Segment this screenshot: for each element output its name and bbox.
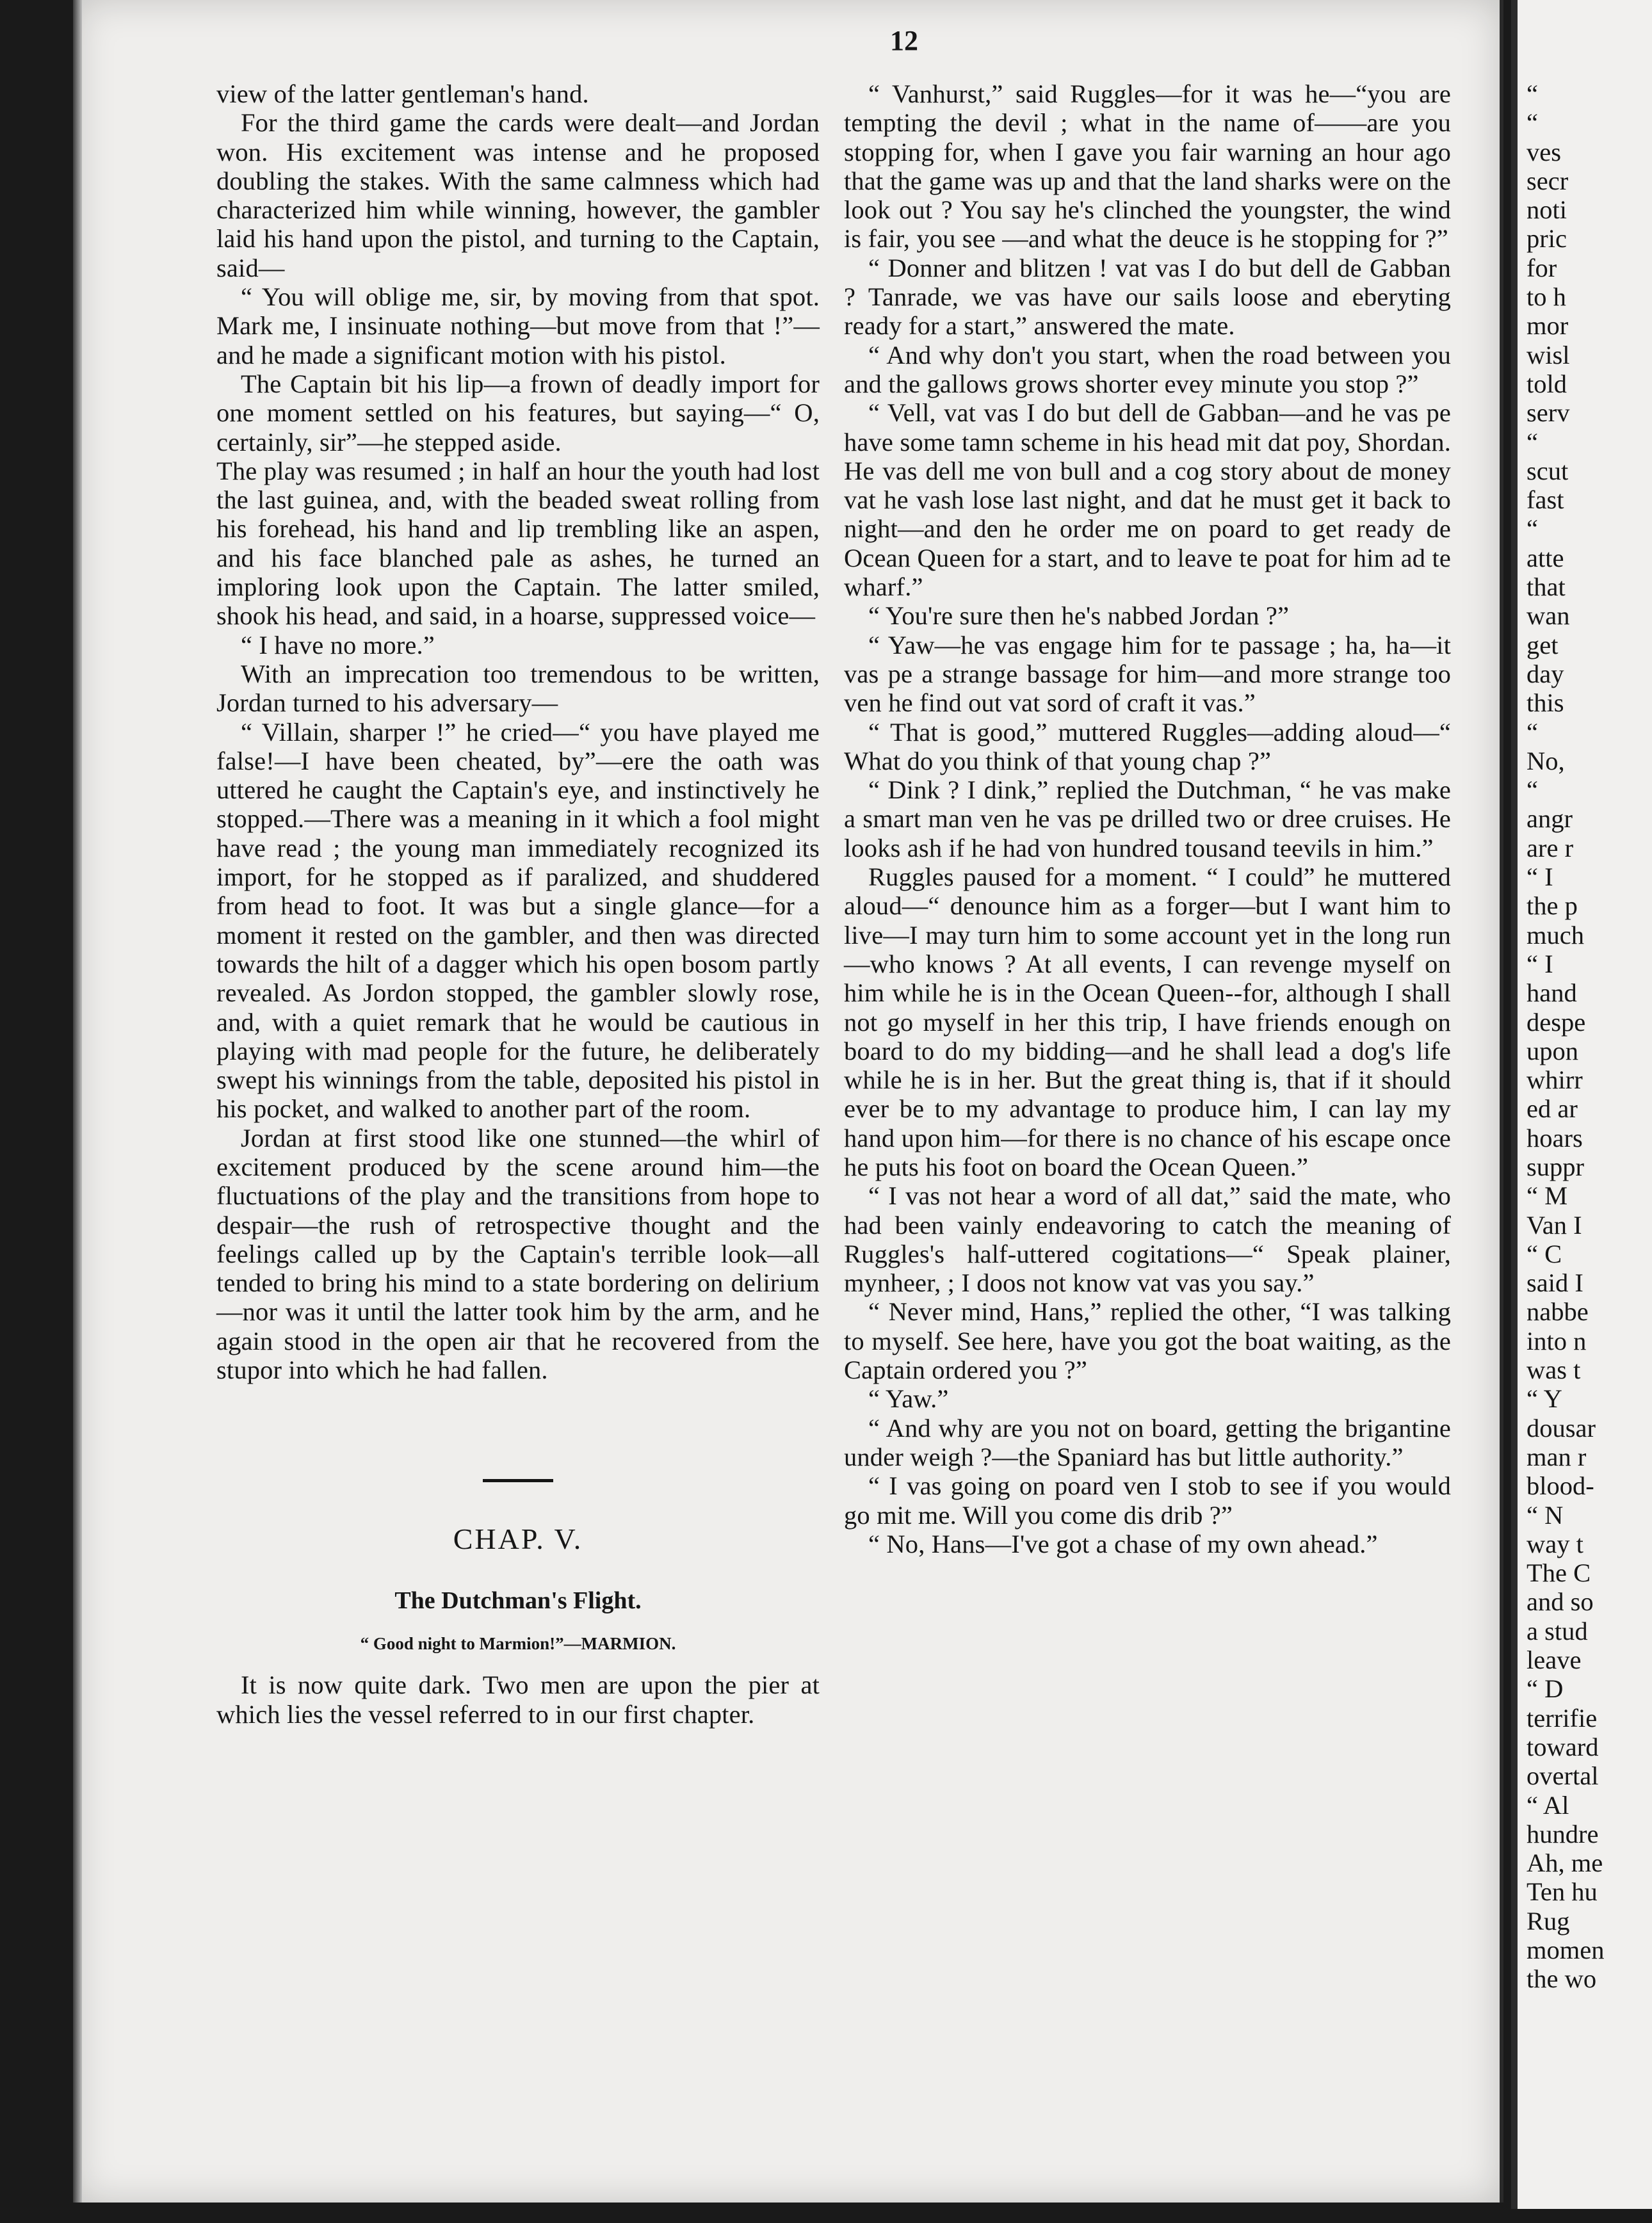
paragraph: “ Villain, sharper !” he cried—“ you have played me false!—I have been cheated, by”—ere the oath was uttered he caught the Captain's eye, and instinctively he stopped.—There was a meaning in it which a fool might have read ; the young man immediately recognized its import, for he stopped as if paralized, and shuddered from head to foot. It was but a single glance—for a moment it rested on the gambler, and then was directed towards the hilt of a dagger which his open bosom partly revealed. As Jordon stopped, the gambler slowly rose, and, with a quiet remark that he would be cautious in playing with mad people for the future, he deliberately swept his winnings from the table, deposited his pistol in his pocket, and walked to another part of the room. <box>216 717 820 1124</box>
adjacent-page-line: No, <box>1526 746 1565 775</box>
paragraph: “ I have no more.” <box>241 630 435 659</box>
adjacent-page-line: “ D <box>1526 1674 1564 1704</box>
adjacent-page-line: “ <box>1526 427 1538 457</box>
paragraph: “ And why don't you start, when the road between you and the gallows grows shorter evey minute you stop ?” <box>844 340 1451 398</box>
adjacent-page-line: day <box>1526 659 1564 688</box>
adjacent-page-line: mor <box>1526 311 1569 341</box>
adjacent-page-line: “ <box>1526 79 1538 108</box>
adjacent-page-line: despe <box>1526 1007 1586 1037</box>
left-column <box>216 79 820 1729</box>
right-column-text <box>844 79 1451 1558</box>
adjacent-page-line: the wo <box>1526 1964 1597 1994</box>
adjacent-page-line: terrifie <box>1526 1703 1598 1733</box>
paragraph: The Captain bit his lip—a frown of deadly import for one moment settled on his features, but saying—“ O, certainly, sir”—he stepped aside. <box>216 369 820 457</box>
adjacent-page-line: man r <box>1526 1442 1587 1471</box>
adjacent-page-line: said I <box>1526 1268 1583 1298</box>
adjacent-page-line: serv <box>1526 398 1570 428</box>
adjacent-page-line: scut <box>1526 456 1569 485</box>
adjacent-page-line: get <box>1526 630 1559 659</box>
right-column <box>844 79 1451 1558</box>
chapter-epigraph: “ Good night to Marmion!”—MARMION. <box>360 1634 676 1654</box>
adjacent-page-line: for <box>1526 253 1557 282</box>
paragraph: “ That is good,” muttered Ruggles—adding aloud—“ What do you think of that young chap ?” <box>844 717 1451 775</box>
adjacent-page-line: Ten hu <box>1526 1877 1598 1907</box>
adjacent-page-line: much <box>1526 920 1584 950</box>
adjacent-page-line: that <box>1526 572 1566 602</box>
adjacent-page-line: toward <box>1526 1732 1599 1761</box>
paragraph: “ Vell, vat vas I do but dell de Gabban—and he vas pe have some tamn scheme in his head mit dat poy, Shordan. He vas dell me von bull and a cog story about de money vat he vash lose last night, and dat he must get it back to night—and den he order me on poard to get ready de Ocean Queen for a start, and to leave te poat for him ad te wharf.” <box>844 398 1451 602</box>
adjacent-page-line: hoars <box>1526 1123 1583 1152</box>
adjacent-page-line: dousar <box>1526 1413 1596 1443</box>
adjacent-page-line: “ <box>1526 717 1538 747</box>
adjacent-page-line: a stud <box>1526 1616 1588 1645</box>
paragraph: “ And why are you not on board, getting the brigantine under weigh ?—the Spaniard has but little authority.” <box>844 1413 1451 1471</box>
adjacent-page-line: upon <box>1526 1036 1578 1065</box>
adjacent-page-line: ed ar <box>1526 1094 1578 1124</box>
paragraph: “ You will oblige me, sir, by moving from that spot. Mark me, I insinuate nothing—but move from that !”—and he made a significant motion with his pistol. <box>216 282 820 369</box>
adjacent-page-line: suppr <box>1526 1152 1584 1181</box>
page-number: 12 <box>890 25 918 56</box>
paragraph: “ I vas not hear a word of all dat,” said the mate, who had been vainly endeavoring to catch the meaning of Ruggles's half-uttered cogitations—“ Speak plainer, mynheer, ; I doos not know vat vas you say.” <box>844 1181 1451 1298</box>
adjacent-page-fragment <box>1511 0 1652 2209</box>
adjacent-page-line: wisl <box>1526 340 1570 369</box>
adjacent-page-line: “ <box>1526 775 1538 805</box>
adjacent-page-line: hundre <box>1526 1819 1599 1848</box>
adjacent-page-line: to h <box>1526 282 1566 312</box>
paragraph: “ Vanhurst,” said Ruggles—for it was he—“you are tempting the devil ; what in the name of——are you stopping for, when I gave you fair warning an hour ago that the game was up and that the land sharks were on the look out ? You say he's clinched the youngster, the wind is fair, you see —and what the deuce is he stopping for ?” <box>844 79 1451 254</box>
adjacent-page-line: “ Al <box>1526 1790 1569 1820</box>
adjacent-page-line: secr <box>1526 166 1569 195</box>
adjacent-page-line: wan <box>1526 601 1570 631</box>
paragraph: “ I vas going on poard ven I stob to see if you would go mit me. Will you come dis drib ?” <box>844 1471 1451 1530</box>
paragraph: “ Yaw—he vas engage him for te passage ; ha, ha—it vas pe a strange bassage for him—and more strange too ven he find out vat sord of craft it vas.” <box>844 630 1451 718</box>
adjacent-page-line: was t <box>1526 1355 1581 1385</box>
adjacent-page-line: way t <box>1526 1529 1583 1558</box>
paragraph: “ Donner and blitzen ! vat vas I do but dell de Gabban ? Tanrade, we vas have our sails loose and eberyting ready for a start,” answered the mate. <box>844 253 1451 341</box>
paragraph: For the third game the cards were dealt—and Jordan won. His excitement was intense and he proposed doubling the stakes. With the same calmness which had characterized him while winning, however, the gambler laid his hand upon the pistol, and turning to the Captain, said— <box>216 108 820 282</box>
adjacent-page-line: blood- <box>1526 1471 1594 1501</box>
adjacent-page-line: angr <box>1526 804 1573 834</box>
adjacent-page-line: Ah, me <box>1526 1848 1603 1878</box>
paragraph: With an imprecation too tremendous to be written, Jordan turned to his adversary— <box>216 659 820 718</box>
paragraph: “ Yaw.” <box>868 1384 949 1414</box>
adjacent-page-line: “ M <box>1526 1181 1568 1211</box>
adjacent-page-line: fast <box>1526 485 1564 515</box>
adjacent-page-line: ves <box>1526 137 1561 166</box>
adjacent-page-lines <box>1518 0 1652 1994</box>
adjacent-page-line: whirr <box>1526 1065 1583 1095</box>
adjacent-page-line: hand <box>1526 978 1577 1008</box>
paragraph: Jordan at first stood like one stunned—the whirl of excitement produced by the scene around him—the fluctuations of the play and the transitions from hope to despair—the rush of retrospective thought and the feelings called up by the Captain's terrible look—all tended to bring his mind to a state bordering on delirium—nor was it until the latter took him by the arm, and he again stood in the open air that he recovered from the stupor into which he had fallen. <box>216 1123 820 1385</box>
adjacent-page-line: overtal <box>1526 1761 1599 1791</box>
adjacent-page-line: “ <box>1526 514 1538 544</box>
paragraph: It is now quite dark. Two men are upon the pier at which lies the vessel referred to in our first chapter. <box>216 1670 820 1729</box>
paragraph: view of the latter gentleman's hand. <box>216 79 589 108</box>
adjacent-page-line: “ N <box>1526 1500 1564 1530</box>
left-column-text <box>216 79 820 1384</box>
paragraph: “ You're sure then he's nabbed Jordan ?” <box>868 601 1290 631</box>
adjacent-page-line: momen <box>1526 1936 1605 1964</box>
chapter-opening-text <box>216 1670 820 1729</box>
adjacent-page-line: nabbe <box>1526 1297 1589 1327</box>
adjacent-page-line: Rug <box>1526 1906 1570 1936</box>
adjacent-page-line: “ C <box>1526 1239 1562 1268</box>
adjacent-page-line: into n <box>1526 1326 1587 1355</box>
adjacent-page-line: “ <box>1526 108 1538 138</box>
adjacent-page-line: told <box>1526 369 1567 398</box>
adjacent-page-line: Van I <box>1526 1210 1582 1240</box>
adjacent-page-line: are r <box>1526 833 1574 862</box>
paragraph: The play was resumed ; in half an hour the youth had lost the last guinea, and, with the beaded sweat rolling from his forehead, his hand and lip trembling like an aspen, and his face blanched pale as ashes, he turned an imploring look upon the Captain. The latter smiled, shook his head, and said, in a hoarse, suppressed voice— <box>216 456 820 631</box>
chapter-subtitle: The Dutchman's Flight. <box>394 1587 642 1615</box>
adjacent-page-line: leave <box>1526 1645 1582 1675</box>
adjacent-page-line: “ Y <box>1526 1384 1562 1414</box>
chapter-divider-rule <box>483 1479 553 1482</box>
adjacent-page-line: the p <box>1526 891 1578 921</box>
paragraph: Ruggles paused for a moment. “ I could” he muttered aloud—“ denounce him as a forger—but I want him to live—I may turn him to some account yet in the long run—who knows ? At all events, I can revenge myself on him while he is in the Ocean Queen--for, although I shall not go myself in her this trip, I have friends enough on board to do my bidding—and he shall lead a dog's life while he is in her. But the great thing is, that if it should ever be to my advantage to produce him, I can lay my hand upon him—for there is no chance of his escape once he puts his foot on board the Ocean Queen.” <box>844 862 1451 1181</box>
adjacent-page-line: The C <box>1526 1558 1591 1588</box>
adjacent-page-line: this <box>1526 688 1564 718</box>
adjacent-page-line: and so <box>1526 1587 1594 1617</box>
paragraph: “ Never mind, Hans,” replied the other, “I was talking to myself. See here, have you got the boat waiting, as the Captain ordered you ?” <box>844 1297 1451 1385</box>
paragraph: “ Dink ? I dink,” replied the Dutchman, “ he vas make a smart man ven he vas pe drilled two or dree cruises. He looks ash if he had von hundred tousand teevils in him.” <box>844 775 1451 862</box>
adjacent-page-line: atte <box>1526 543 1564 572</box>
paragraph: “ No, Hans—I've got a chase of my own ahead.” <box>868 1529 1378 1558</box>
adjacent-page-line: “ I <box>1526 949 1553 978</box>
adjacent-page-line: noti <box>1526 195 1567 225</box>
adjacent-page-line: pric <box>1526 224 1567 254</box>
chapter-heading: CHAP. V. <box>453 1523 583 1556</box>
adjacent-page-line: “ I <box>1526 862 1553 892</box>
